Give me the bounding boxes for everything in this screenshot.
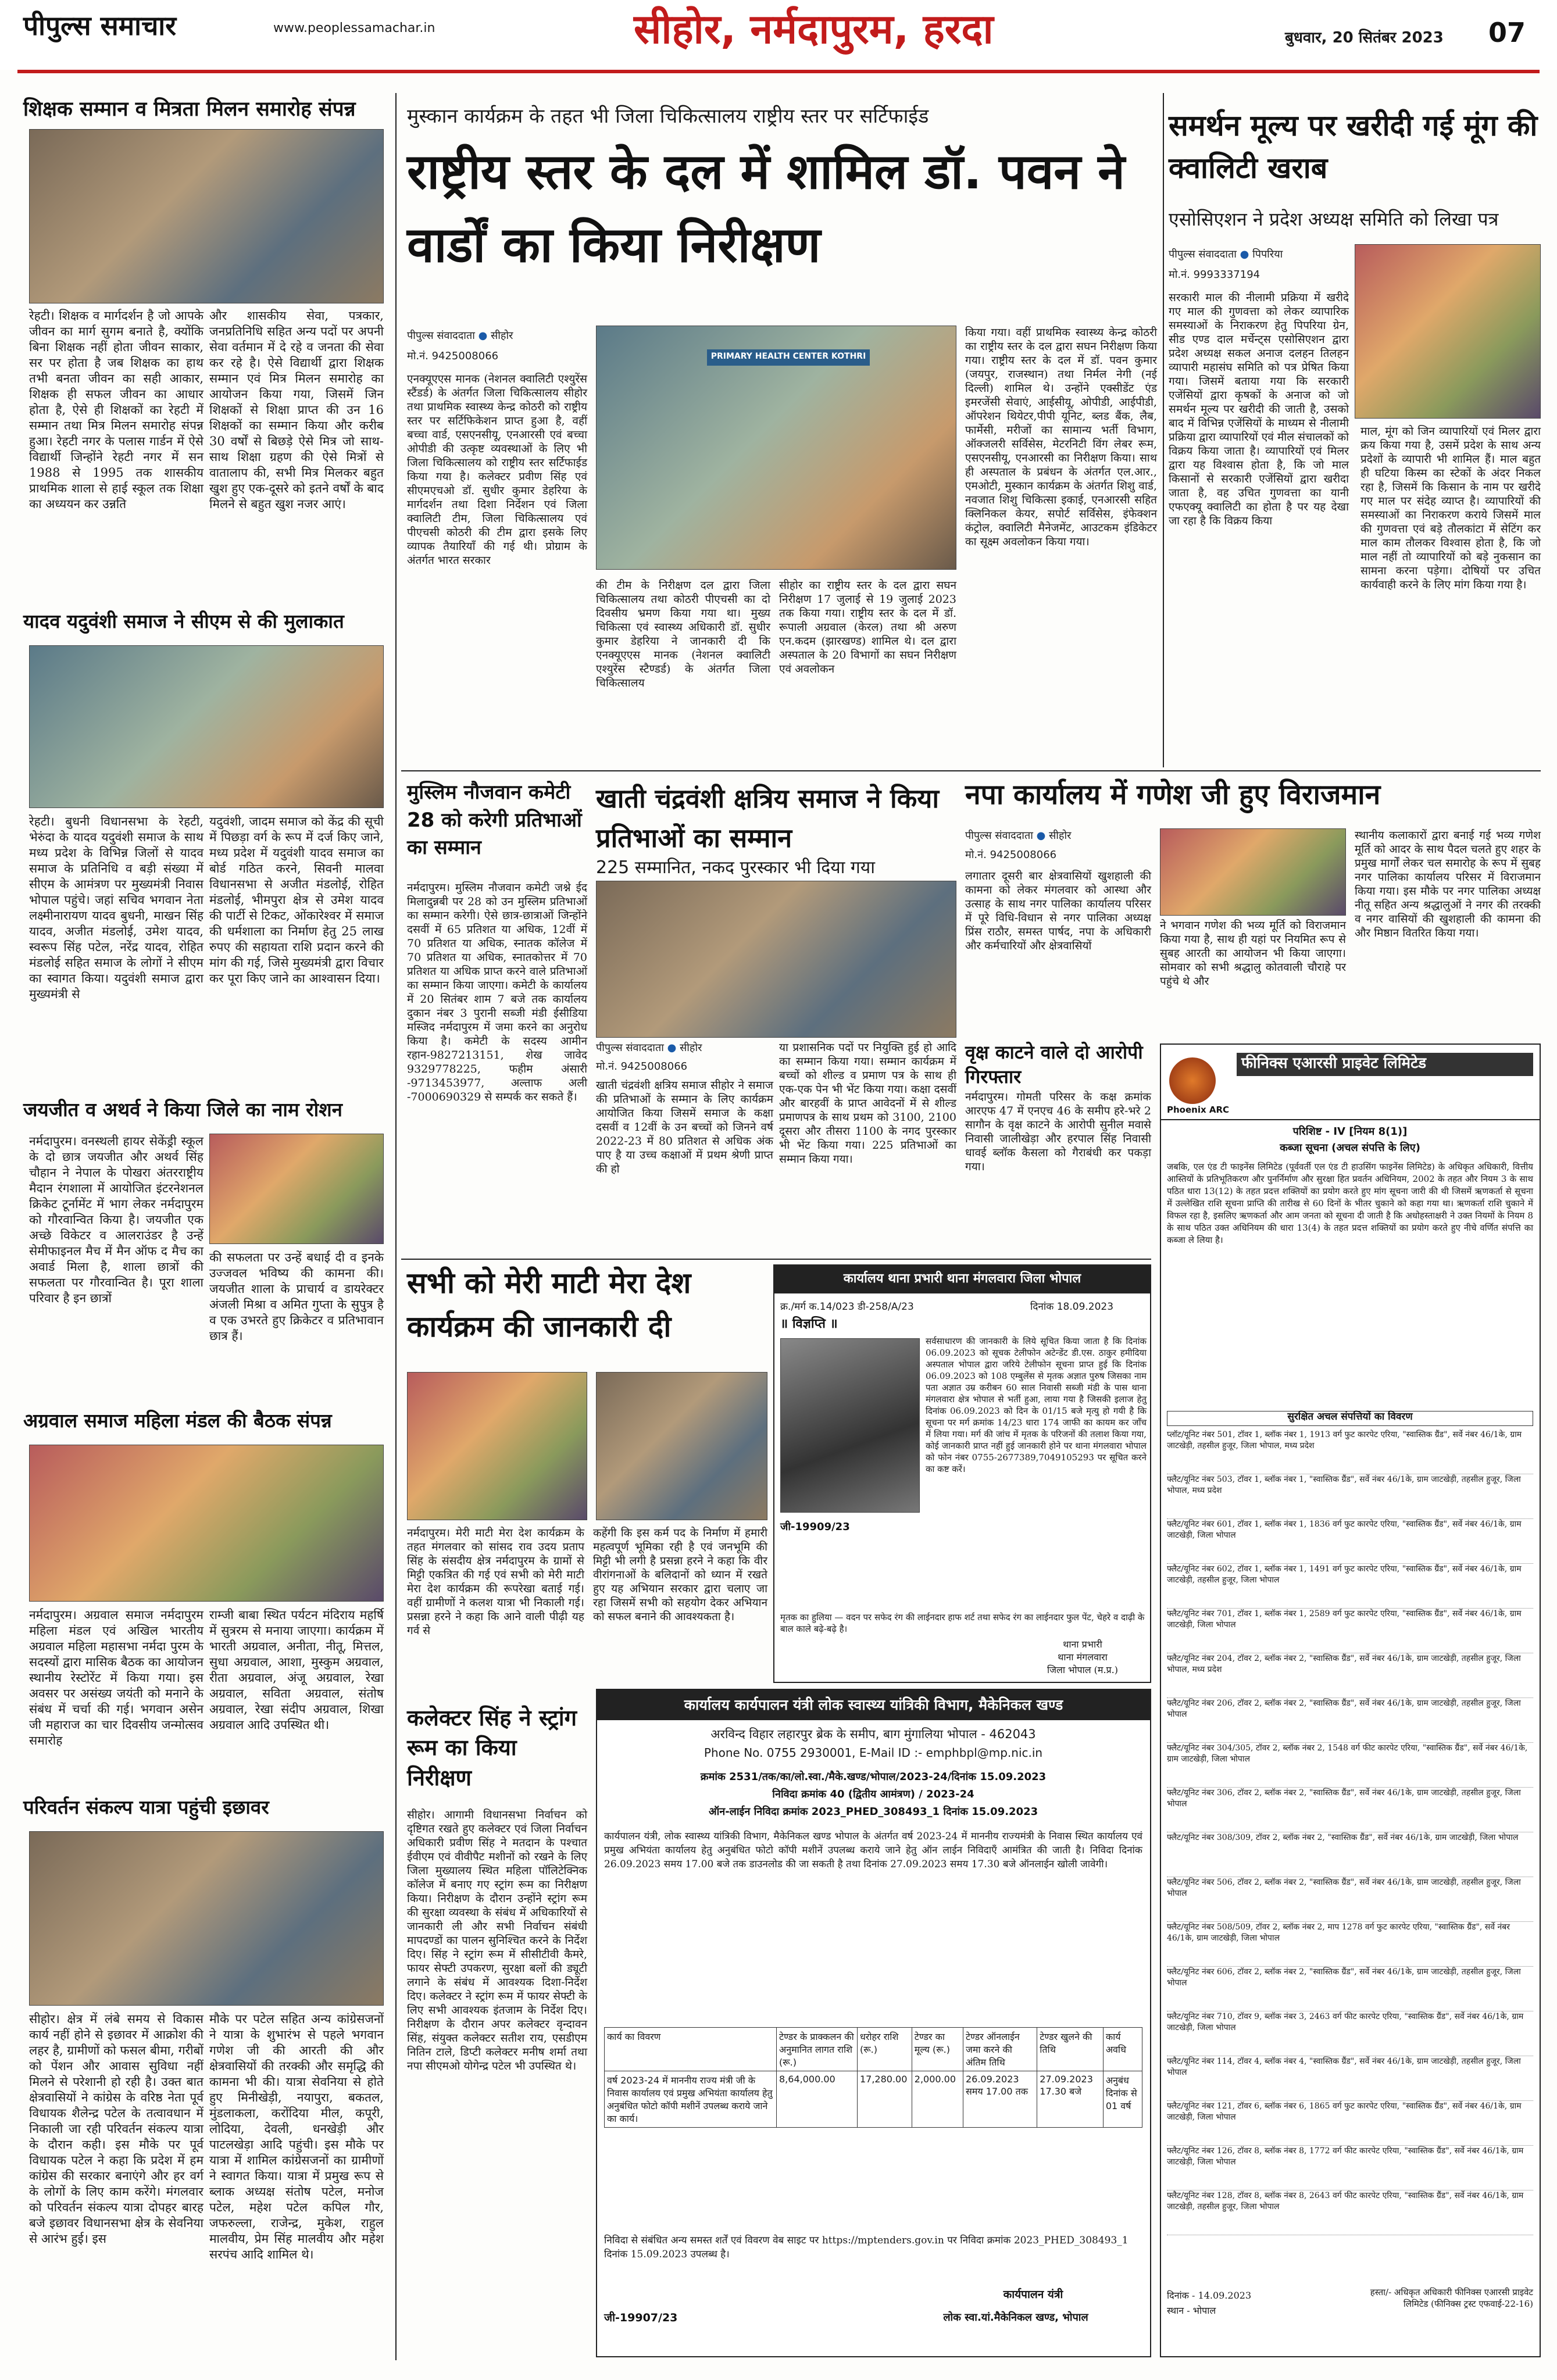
col-divider-1 bbox=[395, 93, 397, 2360]
tree-body: नर्मदापुरम। गोमती परिसर के कक्ष क्रमांक आरएफ 47 में एनएच 46 के समीप हरे-भरे 2 सागौन के वृक्ष काटने के आरोपी सुनील मवासे निवासी जालीखेड़ा और हरपाल सिंह निवासी धावई ब्लॉक कैसला को गैराबंधी कर पकड़ा गया। bbox=[965, 1091, 1151, 1173]
police-notice bbox=[773, 1264, 1151, 1683]
table-row bbox=[605, 2028, 1142, 2071]
police-deceased-photo bbox=[780, 1338, 920, 1513]
police-gcode: जी-19909/23 bbox=[780, 1521, 850, 1533]
phoenix-schedule-title: सुरक्षित अचल संपत्तियों का विवरण bbox=[1167, 1411, 1533, 1426]
yadav-headline: यादव यदुवंशी समाज ने सीएम से की मुलाकात bbox=[23, 610, 344, 632]
ganesh-photo bbox=[1160, 828, 1346, 916]
bullet-icon: ● bbox=[1240, 248, 1249, 260]
tender-footer: निविदा से संबंधित अन्य समस्त शर्तें एवं विवरण वेब साइट पर https://mptenders.gov.in पर निविदा क्रमांक 2023_PHED_308493_1 दिनांक 15.09.2023 उपलब्ध है। bbox=[604, 2235, 1129, 2260]
khati-headline: खाती चंद्रवंशी क्षत्रिय समाज ने किया प्रतिभाओं का सम्मान bbox=[596, 783, 940, 853]
agrawal-body-a: नर्मदापुरम। अग्रवाल समाज नर्मदापुरम महिला मंडल एवं अखिल भारतीय अग्रवाल महिला महासभा नर्मदा पुरम के सदस्यों द्वारा मासिक बैठक का आयोजन स्थानीय रेस्टोरेंट में किया गया। इस अवसर पर असंख्य जयंती को मनाने के संबंध में चर्चा की गई। भगवान असेन जी महाराज का चार दिवसीय जन्मोत्सव समारोह bbox=[29, 1608, 203, 1748]
khati-body-a: खाती चंद्रवंशी क्षत्रिय समाज सीहोर ने समाज की प्रतिभाओं के सम्मान के लिए कार्यक्रम आयोजित किया जिसमें समाज के कक्षा दसवीं व 12वीं के उन बच्चों को जिनने वर्ष 2022-23 में 80 प्रतिशत से अधिक अंक पाए है या उच्च कक्षाओं में प्रथम श्रेणी प्राप्त की हो bbox=[596, 1079, 773, 1175]
meri-body-b: कहेंगी कि इस कर्म पद के निर्माण में हमारी महत्वपूर्ण भूमिका रही है एवं जनभूमि की मिट्टी भी लगी है प्रसन्ना हरने ने कहा कि वीर वीरांगनाओं के बलिदानों को ध्यान में रखते हुए यह अभियान सरकार द्वारा चलाए जा रहा जिसमें सभी को सहयोग देकर अभियान को सफल बनाने की आवश्यकता है। bbox=[593, 1527, 767, 1623]
teacher-body-a: रेहटी। शिक्षक व मार्गदर्शन है जो आपके जीवन का मार्ग सुगम बनाते है, क्योंकि बिना शिक्षक नहीं होता जीवन साकार, सर पर होता है जब शिक्षक का हाथ तभी बनता जीवन का सही आकार, शिक्षक ही सफल जीवन का आधार होता है, ऐसे ही शिक्षकों का रेहटी में सम्मान तथा मित्र मिलन समारोह संपन्न हुआ। रेहटी नगर के पलास गार्डन में ऐसे विद्यार्थी जिन्होंने रेहटी नगर में सन 1988 से 1995 तक शासकीय प्राथमिक शाला से हाई स्कूल तक शिक्षा का अध्ययन कर उन्नति bbox=[29, 309, 203, 511]
moong-photo bbox=[1355, 244, 1541, 419]
table-cell: 2,000.00 bbox=[912, 2071, 963, 2128]
tender-sign-2: लोक स्वा.यां.मैकेनिकल खण्ड, भोपाल bbox=[943, 2311, 1088, 2324]
lead-byline bbox=[407, 328, 587, 346]
agrawal-body-b: राम्जी बाबा स्थित पर्यटन मंदिराय महर्षि में सुत्ररम से मनाया जाएगा। कार्यक्रम में भारती अग्रवाल, अनीता, नीतू, मित्तल, सुधा अग्रवाल, आशा, मुस्कुम अग्रवाल, रीता अग्रवाल, अंजू अग्रवाल, रेखा अग्रवाल, सविता अग्रवाल, संतोष अग्रवाल, रेखा संदीप अग्रवाल, शिखा अग्रवाल आदि उपस्थित थी। bbox=[209, 1608, 384, 1732]
parivartan-photo bbox=[29, 1831, 384, 2006]
yadav-body-b: यदुवंशी, जादम समाज को केंद्र की सूची में पिछड़ा वर्ग के रूप में दर्ज किए जाने, मध्य प्रदेश में यदुवंशी यादव समाज का बोर्ड गठित करने, सिवनी मालवा विधानसभा से अजीत मंडलोई, रोहित मंडलोई, भीमपुरा क्षेत्र से उमेश यादव की पार्टी से टिकट, ओंकारेश्वर में समाज की धर्मशाला का निर्माण हेतु 25 लाख रुपए की सहायता राशि प्रदान करने की मांग की गई, जिसे मुख्यमंत्री द्वारा विचार कर पूरा किए जाने का आश्वासन दिया। bbox=[209, 814, 384, 985]
parivartan-body-a: सीहोर। क्षेत्र में लंबे समय से विकास कार्य नहीं होने से इछावर में आक्रोश की लहर है, ग्रामीणों को फसल बीमा, गरीबों को पेंशन और आवास सुविधा नहीं मिलने से परेशानी हो रही है। उक्त बात क्षेत्रवासियों ने कांग्रेस के वरिष्ठ नेता पूर्व विधायक शैलेन्द्र पटेल के तत्वावधान में निकाली जा रही परिवर्तन संकल्प यात्रा के दौरान कही। इस मौके पर पूर्व विधायक पटेल ने कहा कि प्रदेश में हम कांग्रेस की सरकार बनाएंगे और हर वर्ग के लोगों के लिए काम करेंगे। मंगलवार को परिवर्तन संकल्प यात्रा दोपहर बारह बजे इछावर विधानसभा क्षेत्र के सेवनिया से आरंभ हुई। इस bbox=[29, 2012, 203, 2246]
table-header-cell: कार्य अवधि bbox=[1103, 2028, 1142, 2071]
tender-notice bbox=[596, 1689, 1151, 2357]
ganesh-byline bbox=[965, 828, 1151, 845]
muslim-headline: मुस्लिम नौजवान कमेटी 28 को करेगी प्रतिभाओं का सम्मान bbox=[407, 781, 582, 860]
list-item: फ्लैट/यूनिट नंबर 503, टॉवर 1, ब्लॉक नंबर 1, "स्वास्तिक ग्रैंड", सर्वे नंबर 46/1के, ग्राम जाटखेड़ी, तहसील हुजूर, जिला भोपाल, मध्य प्रदेश bbox=[1167, 1474, 1533, 1519]
phoenix-date: दिनांक - 14.09.2023 bbox=[1167, 2290, 1252, 2301]
phoenix-company: फीनिक्स एआरसी प्राइवेट लिमिटेड bbox=[1237, 1053, 1533, 1076]
khati-byline-name: पीपुल्स संवाददाता bbox=[596, 1042, 664, 1054]
moong-mobile: मो.नं. 9993337194 bbox=[1169, 269, 1260, 281]
tender-body: कार्यपालन यंत्री, लोक स्वास्थ्य यांत्रिकी विभाग, मैकेनिकल खण्ड भोपाल के अंतर्गत वर्ष 2023-24 में माननीय राज्यमंत्री के निवास स्थित कार्यालय एवं प्रमुख अभियंता कार्यालय हेतु अनुबंधित फोटो कॉपी मशीनें उपलब्ध कराये जाने हेतु ऑन लाईन निविदाएँ आमंत्रित की जाती है। निविदा दिनांक 26.09.2023 समय 17.00 बजे तक डाउनलोड की जा सकती है तथा दिनांक 27.09.2023 समय 17.30 बजे ऑनलाईन खोली जावेगी। bbox=[604, 1831, 1142, 1870]
tender-title: कार्यालय कार्यपालन यंत्री लोक स्वास्थ्य यांत्रिकी विभाग, मैकेनिकल खण्ड bbox=[597, 1690, 1150, 1720]
list-item: फ्लैट/यूनिट नंबर 508/509, टॉवर 2, ब्लॉक नंबर 2, माप 1278 वर्ग फुट कारपेट एरिया, "स्वास्तिक ग्रैंड", सर्वे नंबर 46/1के, ग्राम जाटखेड़ी, जिला भोपाल bbox=[1167, 1922, 1533, 1967]
bullet-icon: ● bbox=[667, 1042, 677, 1054]
table-header-cell: कार्य का विवरण bbox=[605, 2028, 777, 2071]
lead-byline-place: सीहोर bbox=[491, 330, 513, 342]
list-item: फ्लैट/यूनिट नंबर 606, टॉवर 2, ब्लॉक नंबर 2, "स्वास्तिक ग्रैंड", सर्वे नंबर 46/1के, ग्राम जाटखेड़ी, तहसील हुजूर, जिला भोपाल bbox=[1167, 1967, 1533, 2011]
lead-body-4: किया गया। वहीं प्राथमिक स्वास्थ्य केन्द्र कोठरी का राष्ट्रीय स्तर के दल द्वारा सघन निरीक्षण किया गया। राष्ट्रीय स्तर के दल में डॉ. पवन कुमार (जयपुर, राजस्थान) तथा निर्मल नेगी (नई दिल्ली) शामिल थे। उन्होंने एक्सीडेंट एंड इमरजेंसी सेवाएं, आईसीयू, ओपीडी, आईपीडी, ऑपरेशन थियेटर,पीपी यूनिट, ब्लड बैंक, लैब, फार्मेसी, मरीजों का सामान्य भर्ती विभाग, ऑक्जलरी सर्विसेस, मेटरनिटी विंग लेबर रूम, एसएनसीयू, एनआरसी का निरीक्षण किया। साथ ही अस्पताल के प्रबंधन के अंतर्गत एल.आर., एमओटी, मुस्कान कार्यक्रम के अंतर्गत शिशु वार्ड, नवजात शिशु चिकित्सा इकाई, एनआरसी सहित क्लिनिकल केयर, सपोर्ट सर्विसेस, इंफेक्शन कंट्रोल, क्वालिटी मैनेजमेंट, आउटकम इंडिकेटर का सूक्ष्म अवलोकन किया गया। bbox=[965, 326, 1157, 548]
ganesh-body-main: लगातार दूसरी बार क्षेत्रवासियों खुशहाली की कामना को लेकर मंगलवार को आस्था और उत्साह के साथ नगर पालिका कार्यालय परिसर में पूरे विधि-विधान से नगर पालिका अध्यक्ष प्रिंस राठौर, समस्त पार्षद, नपा के अधिकारी और कर्मचारियों और क्षेत्रवासियों bbox=[965, 870, 1151, 952]
ganesh-body-b: स्थानीय कलाकारों द्वारा बनाई गई भव्य गणेश मूर्ति को आदर के साथ पैदल चलते हुए शहर के प्रमुख मार्गों लेकर चल समारोह के रूप में सुबह नगर पालिका कार्यालय परिसर में विराजमान किया गया। इस मौके पर नगर पालिका अध्यक्ष नीतू सहित अन्य श्रद्धालुओं ने नगर की तरक्की व नगर वासियों की खुशहाली की कामना की और मिष्ठान वितरित किया गया। bbox=[1355, 829, 1541, 939]
parivartan-headline: परिवर्तन संकल्प यात्रा पहुंची इछावर bbox=[23, 1796, 269, 1818]
tree-headline: वृक्ष काटने वाले दो आरोपी गिरफ्तार bbox=[965, 1041, 1143, 1088]
collector-headline: कलेक्टर सिंह ने स्ट्रांग रूम का किया निरीक्षण bbox=[407, 1705, 577, 1791]
tender-table-wrap bbox=[604, 2027, 1142, 2225]
meri-body-a: नर्मदापुरम। मेरी माटी मेरा देश कार्यक्रम के तहत मंगलवार को सांसद राव उदय प्रताप सिंह के संसदीय क्षेत्र नर्मदापुरम के ग्रामों से मिट्टी एकत्रित की गई एवं सभी को मेरी माटी मेरा देश कार्यक्रम की रूपरेखा बताई गई। वहीं ग्रामीणों ने कलश यात्रा भी निकाली गई। प्रसन्ना हरने ने कहा कि आने वाली पीढ़ी यह गर्व से bbox=[407, 1527, 584, 1637]
list-item: फ्लैट/यूनिट नंबर 206, टॉवर 2, ब्लॉक नंबर 2, "स्वास्तिक ग्रैंड", सर्वे नंबर 46/1के, ग्राम जाटखेड़ी, तहसील हुजूर, जिला भोपाल bbox=[1167, 1698, 1533, 1743]
logo[interactable]: पीपुल्स समाचार bbox=[23, 10, 177, 41]
list-item: फ्लैट/यूनिट नंबर 601, टॉवर 1, ब्लॉक नंबर 1, 1836 वर्ग फुट कारपेट एरिया, "स्वास्तिक ग्रैंड", सर्वे नंबर 46/1के, ग्राम जाटखेड़ी, जिला भोपाल bbox=[1167, 1519, 1533, 1564]
lead-headline: राष्ट्रीय स्तर के दल में शामिल डॉ. पवन ने वार्डों का किया निरीक्षण bbox=[407, 143, 1125, 273]
meri-photo bbox=[407, 1372, 587, 1520]
masthead bbox=[0, 0, 1557, 70]
list-item: प्लॉट/यूनिट नंबर 501, टॉवर 1, ब्लॉक नंबर 1, 1913 वर्ग फुट कारपेट एरिया, "स्वास्तिक ग्रैंड", सर्वे नंबर 46/1के, ग्राम जाटखेड़ी, तहसील हुजूर, जिला भोपाल, मध्य प्रदेश bbox=[1167, 1430, 1533, 1474]
teacher-photo bbox=[29, 129, 384, 303]
ganesh-byline-place: सीहोर bbox=[1049, 830, 1072, 842]
teacher-headline: शिक्षक सम्मान व मित्रता मिलन समारोह संपन्न bbox=[23, 98, 356, 121]
list-item: फ्लैट/यूनिट नंबर 126, टॉवर 8, ब्लॉक नंबर 8, 1772 वर्ग फीट कारपेट एरिया, "स्वास्तिक ग्रैंड", सर्वे नंबर 46/1के, ग्राम जाटखेड़ी, जिला भोपाल bbox=[1167, 2146, 1533, 2190]
phoenix-ad bbox=[1160, 1044, 1541, 2357]
tender-line2: निविदा क्रमांक 40 (द्वितीय आमंत्रण) / 2023-24 bbox=[772, 1788, 974, 1800]
lead-body-3: सीहोर का राष्ट्रीय स्तर के दल द्वारा सघन निरीक्षण 17 जुलाई से 19 जुलाई 2023 तक किया गया। राष्ट्रीय स्तर के दल में डॉ. रूपाली अग्रवाल (केरल) तथा श्री अरुण एन.कदम (झारखण्ड) शामिल थे। दल द्वारा अस्पताल के 20 विभागों का सघन निरीक्षण एवं अवलोकन bbox=[779, 579, 956, 676]
ganesh-mobile: मो.नं. 9425008066 bbox=[965, 849, 1057, 861]
table-cell: 26.09.2023 समय 17.00 तक bbox=[963, 2071, 1037, 2128]
meri-headline: सभी को मेरी माटी मेरा देश कार्यक्रम की जानकारी दी bbox=[407, 1266, 691, 1343]
table-header-cell: धरोहर राशि (रू.) bbox=[857, 2028, 912, 2071]
phoenix-header bbox=[1161, 1045, 1540, 1120]
jayjeet-headline: जयजीत व अथर्व ने किया जिले का नाम रोशन bbox=[23, 1098, 342, 1121]
lead-kicker: मुस्कान कार्यक्रम के तहत भी जिला चिकित्सालय राष्ट्रीय स्तर पर सर्टिफाईड bbox=[407, 105, 929, 128]
jayjeet-body-b: की सफलता पर उन्हें बधाई दी व इनके उज्जवल भविष्य की कामना की। जयजीत शाला के प्राचार्य व डायरेक्टर अंजली मिश्रा व अमित गुप्ता के सुपुत्र है व एक उभरते हुए क्रिकेटर व प्रतिभावान छात्र हैं। bbox=[209, 1250, 384, 1343]
tender-ref: क्रमांक 2531/तक/का/लो.स्वा./मैके.खण्ड/भोपाल/2023-24/दिनांक 15.09.2023 bbox=[700, 1771, 1047, 1783]
phoenix-place: स्थान - भोपाल bbox=[1167, 2305, 1216, 2316]
list-item: फ्लैट/यूनिट नंबर 602, टॉवर 1, ब्लॉक नंबर 1, 1491 वर्ग फुट कारपेट एरिया, "स्वास्तिक ग्रैंड", सर्वे नंबर 46/1के, ग्राम जाटखेड़ी, तहसील हुजूर, जिला भोपाल bbox=[1167, 1564, 1533, 1609]
tender-gcode: जी-19907/23 bbox=[604, 2311, 678, 2324]
ganesh-body-a: ने भगवान गणेश की भव्य मूर्ति को विराजमान किया गया है, साथ ही यहां पर नियमित रूप से सुबह आरती का आयोजन भी किया जाएगा। सोमवार को सभी श्रद्धालु कोतवाली चौराहे पर पहुंचे थे और bbox=[1160, 919, 1346, 988]
list-item: फ्लैट/यूनिट नंबर 304/305, टॉवर 2, ब्लॉक नंबर 2, 1548 वर्ग फीट कारपेट एरिया, "स्वास्तिक ग्रैंड", सर्वे नंबर 46/1के, ग्राम जाटखेड़ी, जिला भोपाल bbox=[1167, 1743, 1533, 1788]
list-item: फ्लैट/यूनिट नंबर 121, टॉवर 6, ब्लॉक नंबर 6, 1865 वर्ग फुट कारपेट एरिया, "स्वास्तिक ग्रैंड", सर्वे नंबर 46/1के, ग्राम जाटखेड़ी, जिला भोपाल bbox=[1167, 2101, 1533, 2146]
list-item: फ्लैट/यूनिट नंबर 701, टॉवर 1, ब्लॉक नंबर 1, 2589 वर्ग फुट कारपेट एरिया, "स्वास्तिक ग्रैंड", सर्वे नंबर 46/1के, ग्राम जाटखेड़ी, जिला भोपाल bbox=[1167, 1609, 1533, 1653]
table-header-cell: टेण्डर ऑनलाईन जमा करने की अंतिम तिथि bbox=[963, 2028, 1037, 2071]
lead-photo bbox=[596, 326, 956, 570]
police-body: सर्वसाधारण की जानकारी के लिये सूचित किया जाता है कि दिनांक 06.09.2023 को सूचक टेलीफोन अटेन्डेंट डी.एस. ठाकुर हमीदिया अस्पताल भोपाल द्वारा जरिये टेलीफोन सूचना प्राप्त हुई कि दिनांक 06.09.2023 को 108 एम्बुलेंस से मृतक अज्ञात पुरुष जिसका नाम पता अज्ञात उम्र करीबन 60 साल निवासी सब्जी मंडी के पास थाना मंगलवारा क्षेत्र भोपाल से भर्ती हुआ, लाया गया है जिसकी इलाज हेतु दिनांक 06.09.2023 को दिन के 01/15 बजे मृत्यु हो गयी है कि सूचना पर मर्ग क्रमांक 14/23 धारा 174 जाफी का कायम कर जाँच में लिया गया। मर्ग की जांच में मृतक के परिजनों की तलाश किया गया, कोई जानकारी प्राप्त नहीं हुई जानकारी होने पर थाना मंगलवारा भोपाल को फोन नंबर 0755-2677389,7049105293 पर सूचित करने का कष्ट करें। bbox=[926, 1336, 1147, 1474]
police-notice-title: कार्यालय थाना प्रभारी थाना मंगलवारा जिला भोपाल bbox=[774, 1266, 1150, 1293]
police-sign-2: थाना मंगलवारा bbox=[1058, 1652, 1108, 1663]
list-item: फ्लैट/यूनिट नंबर 114, टॉवर 4, ब्लॉक नंबर 4, "स्वास्तिक ग्रैंड", सर्वे नंबर 46/1के, ग्राम जाटखेड़ी, तहसील हुजूर, जिला भोपाल bbox=[1167, 2056, 1533, 2101]
phoenix-schedule bbox=[1167, 1430, 1533, 2272]
collector-body-a: सीहोर। आगामी विधानसभा निर्वाचन को दृष्टिगत रखते हुए कलेक्टर एवं जिला निर्वाचन अधिकारी प्रवीण सिंह ने मतदान के पश्चात ईवीएम एवं वीवीपैट मशीनों को रखने के लिए जिला मुख्यालय स्थित महिला पॉलिटेक्निक कॉलेज में बनाए गए स्ट्रांग रूम का निरीक्षण किया। निरीक्षण के दौरान उन्होंने स्ट्रांग रूम की सुरक्षा व्यवस्था के संबंध में अधिकारियों से जानकारी ली और सभी निर्वाचन संबंधी मापदण्डों का पालन सुनिश्चित करने के निर्देश दिए। सिंह ने स्ट्रांग रूम में सीसीटीवी कैमरे, फायर सेफ्टी उपकरण, सुरक्षा बलों की ड्यूटी लगाने के संबंध में आवश्यक दिशा-निर्देश दिए। कलेक्टर ने स्ट्रांग रूम में फायर सेफ्टी के लिए सभी आवश्यक इंतजाम के निर्देश दिए। निरीक्षण के दौरान अपर कलेक्टर वृन्दावन सिंह, संयुक्त कलेक्टर सतीश राय, एसडीएम नितिन टाले, डिप्टी कलेक्टर मनीष शर्मा तथा नपा सीएमओ योगेन्द्र पटेल भी उपस्थित थे। bbox=[407, 1809, 587, 2072]
muslim-body: नर्मदापुरम। मुस्लिम नौजवान कमेटी जश्ने ईद मिलादुन्नबी पर 28 को उन मुस्लिम प्रतिभाओं का सम्मान करेगी। ऐसे छात्र-छात्राओं जिन्होंने दसवीं में 65 प्रतिशत या अधिक, 12वीं में 70 प्रतिशत या अधिक, स्नातक कॉलेज में 70 प्रतिशत या अधिक, स्नातकोत्तर में 70 प्रतिशत या अधिक प्राप्त करने वाले प्रतिभाओं का सम्मान किया जाएगा। कमेटी के कार्यालय में 20 सितंबर शाम 7 बजे तक कार्यालय दुकान नंबर 3 पुरानी सब्जी मंडी ईसीडिया मस्जिद नर्मदापुरम में जमा करने का अनुरोध किया है। कमेटी के सदस्य आमीन रहान-9827213151, शेख जावेद 9329778225, फहीम अंसारी -9713453977, अल्ताफ अली -7000690329 से सम्पर्क कर सकते हैं। bbox=[407, 881, 587, 1103]
moong-body-a: सरकारी माल की नीलामी प्रक्रिया में खरीदे गए माल की गुणवत्ता को लेकर व्यापारिक समस्याओं के निराकरण हेतु पिपरिया ग्रेन, सीड एण्ड दाल मर्चेन्ट्स एसोसिएशन द्वारा प्रदेश अध्यक्ष सकल अनाज दलहन तिलहन व्यापारी महासंघ समिति को पत्र प्रेषित किया गया। जिसमें बताया गया कि सरकारी एजेंसियों द्वारा कृषकों के अनाज को जो समर्थन मूल्य पर खरीदी की जाती है, उसको बाद में विभिन्न एजेंसियों के माध्यम से नीलामी प्रक्रिया द्वारा व्यापारियों एवं मील संचालकों को विक्रय किया जाता है। व्यापारियों एवं मिलर द्वारा यह विश्वास होता है, कि जो माल किसानों से सरकारी एजेंसियों द्वारा खरीदा जाता है, वह उचित गुणवत्ता का यानी एफएक्यू क्वालिटी का होता है पर यह देखा जा रहा है कि विक्रय किया bbox=[1169, 291, 1349, 527]
agrawal-headline: अग्रवाल समाज महिला मंडल की बैठक संपन्न bbox=[23, 1409, 332, 1432]
khati-byline bbox=[596, 1041, 776, 1057]
tender-table bbox=[604, 2027, 1142, 2128]
khati-byline-place: सीहोर bbox=[680, 1042, 702, 1054]
tender-line3: ऑन-लाईन निविदा क्रमांक 2023_PHED_308493_1 दिनांक 15.09.2023 bbox=[708, 1806, 1038, 1818]
ganesh-byline-name: पीपुल्स संवाददाता bbox=[965, 830, 1033, 842]
page-number: 07 bbox=[1488, 17, 1526, 48]
table-cell: 27.09.2023 17.30 बजे bbox=[1037, 2071, 1104, 2128]
ganesh-headline: नपा कार्यालय में गणेश जी हुए विराजमान bbox=[965, 778, 1381, 811]
teacher-body-b: और शासकीय सेवा, पत्रकार, जनप्रतिनिधि सहित अन्य पदों पर अपनी सेवा वर्तमान में दे रहे व जनता की सेवा कर रहे है। ऐसे विद्यार्थी द्वारा शिक्षक सम्मान एवं मित्र मिलन समारोह का आयोजन किया गया, जिसमें जिन शिक्षकों से शिक्षा प्राप्त की उन 16 शिक्षकों का सम्मान किया और करीब 30 वर्षों से बिछड़े ऐसे मित्र जो साथ-साथ शिक्षा ग्रहण की ऐसे मित्रों से वातालाप की, सभी मित्र मिलकर बहुत खुश हुए एक-दूसरे को इतने वर्षों के बाद मिलने से बहुत खुश नजर आएं। bbox=[209, 309, 384, 511]
table-cell: 8,64,000.00 bbox=[777, 2071, 858, 2128]
table-cell: वर्ष 2023-24 में माननीय राज्य मंत्री जी के निवास कार्यालय एवं प्रमुख अभियंता कार्यालय हेतु अनुबंधित फोटो कॉपी मशीनें उपलब्ध कराये जाने का कार्य। bbox=[605, 2071, 777, 2128]
website[interactable]: www.peoplessamachar.in bbox=[273, 21, 435, 35]
masthead-rule bbox=[17, 70, 1540, 73]
meri-photo-2 bbox=[596, 1372, 767, 1520]
list-item: फ्लैट/यूनिट नंबर 204, टॉवर 2, ब्लॉक नंबर 2, "स्वास्तिक ग्रैंड", सर्वे नंबर 46/1के, ग्राम जाटखेड़ी, तहसील हुजूर, जिला भोपाल, मध्य प्रदेश bbox=[1167, 1653, 1533, 1698]
moong-byline-name: पीपुल्स संवाददाता bbox=[1169, 248, 1237, 260]
moong-kicker: एसोसिएशन ने प्रदेश अध्यक्ष समिति को लिखा पत्र bbox=[1169, 208, 1499, 230]
table-header-cell: टेण्डर खुलने की तिथि bbox=[1037, 2028, 1104, 2071]
list-item: फ्लैट/यूनिट नंबर 308/309, टॉवर 2, ब्लॉक नंबर 2, "स्वास्तिक ग्रैंड", सर्वे नंबर 46/1के, ग्राम जाटखेड़ी, जिला भोपाल bbox=[1167, 1832, 1533, 1877]
lead-mobile: मो.नं. 9425008066 bbox=[407, 350, 499, 362]
tender-sign: कार्यपालन यंत्री bbox=[1003, 2288, 1063, 2301]
table-header-cell: टेण्डर के प्राक्कलन की अनुमानित लागत राशि (रू.) bbox=[777, 2028, 858, 2071]
khati-mobile: मो.नं. 9425008066 bbox=[596, 1060, 688, 1073]
yadav-photo bbox=[29, 645, 384, 808]
table-row bbox=[605, 2071, 1142, 2128]
tender-addr: अरविन्द विहार लहारपुर ब्रेक के समीप, बाग मुंगालिया भोपाल - 462043 bbox=[710, 1727, 1036, 1741]
khati-kicker: 225 सम्मानित, नकद पुरस्कार भी दिया गया bbox=[596, 857, 875, 878]
police-sign-3: जिला भोपाल (म.प्र.) bbox=[1047, 1664, 1118, 1675]
jayjeet-body-a: नर्मदापुरम। वनस्थली हायर सेकेंड्री स्कूल के दो छात्र जयजीत और अथर्व सिंह चौहान ने नेपाल के पोखरा अंतरराष्ट्रीय मैदान रंगशाला में आयोजित इंटरनेशनल क्रिकेट टूर्नामेंट में भाग लेकर नर्मदापुरम को गौरवान्वित किया है। जयजीत एक अच्छे विकेटर व आलराउंडर है उन्हें सेमीफाइनल मैच में मैन ऑफ द मैच का अवार्ड मिला है, शाला छात्रों की सफलता पर गौरवान्वित है। पूरा शाला परिवार है इन छात्रों bbox=[29, 1134, 203, 1305]
list-item: फ्लैट/यूनिट नंबर 128, टॉवर 8, ब्लॉक नंबर 8, 2643 वर्ग फीट कारपेट एरिया, "स्वास्तिक ग्रैंड", सर्वे नंबर 46/1के, ग्राम जाटखेड़ी, तहसील हुजूर, जिला भोपाल bbox=[1167, 2190, 1533, 2235]
jayjeet-photo bbox=[209, 1134, 384, 1244]
yadav-body-a: रेहटी। बुधनी विधानसभा के रेहटी, भेरुंदा के यादव यदुवंशी समाज के साथ मध्य प्रदेश के विभिन्न जिलों से यादव समाज के प्रतिनिधि व बड़ी संख्या में सीएम के आमंत्रण पर मुख्यमंत्री निवास भोपाल पहुंचे। जहां सचिव भगवान नेता लक्ष्मीनारायण यादव बुधनी, माखन सिंह यादव, अजीत मंडलोई, उमेश यादव, स्वरूप सिंह पटेल, नरेंद्र यादव, रोहित मंडलोई सहित समाज के लोगों ने सीएम का स्वागत किया। यदुवंशी समाज द्वारा मुख्यमंत्री से bbox=[29, 814, 203, 1001]
phoenix-notice-type: कब्जा सूचना (अचल संपत्ति के लिए) bbox=[1280, 1142, 1420, 1154]
list-item: फ्लैट/यूनिट नंबर 710, टॉवर 9, ब्लॉक नंबर 3, 2463 वर्ग फीट कारपेट एरिया, "स्वास्तिक ग्रैंड", सर्वे नंबर 46/1के, ग्राम जाटखेड़ी, जिला भोपाल bbox=[1167, 2011, 1533, 2056]
list-item: फ्लैट/यूनिट नंबर 506, टॉवर 2, ब्लॉक नंबर 2, "स्वास्तिक ग्रैंड", सर्वे नंबर 46/1के, ग्राम जाटखेड़ी, तहसील हुजूर, जिला भोपाल bbox=[1167, 1877, 1533, 1922]
lead-body-1: एनक्यूएएस मानक (नेशनल क्वालिटी एश्युरेंस स्टैंडर्ड) के अंतर्गत जिला चिकित्सालय सीहोर तथा प्राथमिक स्वास्थ्य केन्द्र कोठरी को राष्ट्रीय स्तर पर सर्टिफिकेशन प्राप्त हुआ है, वहीं बच्चा वार्ड, एसएनसीयू, एनआरसी एवं बच्चा ओपीडी की उत्कृष्ट व्यवस्थाओं के लिए भी जिला चिकित्सालय को राष्ट्रीय स्तर सर्टिफाईड किया गया है। कलेक्टर प्रवीण सिंह एवं सीएमएचओ डॉ. सुधीर कुमार डेहरिया के मार्गदर्शन तथा दिशा निर्देशन एवं जिला क्वालिटी टीम, जिला चिकित्सालय एवं पीएचसी कोठरी की टीम द्वारा इसके लिए व्यापक तैयारियाँ की गई थी। प्रोग्राम के अंतर्गत भारत सरकार bbox=[407, 373, 587, 567]
table-cell: 17,280.00 bbox=[857, 2071, 912, 2128]
phoenix-sign: हस्ता/- अधिकृत अधिकारी फीनिक्स एआरसी प्राइवेट लिमिटेड (फीनिक्स ट्रस्ट एफवाई-22-16) bbox=[1370, 2287, 1533, 2309]
table-header-cell: टेण्डर का मूल्य (रू.) bbox=[912, 2028, 963, 2071]
tender-phone: Phone No. 0755 2930001, E-Mail ID :- emphbpl@mp.nic.in bbox=[703, 1746, 1043, 1760]
list-item: फ्लैट/यूनिट नंबर 306, टॉवर 2, ब्लॉक नंबर 2, "स्वास्तिक ग्रैंड", सर्वे नंबर 46/1के, ग्राम जाटखेड़ी, तहसील हुजूर, जिला भोपाल bbox=[1167, 1788, 1533, 1832]
police-vigyapti: ॥ विज्ञप्ति ॥ bbox=[780, 1317, 838, 1331]
phoenix-body: जबकि, एल एंड टी फाइनेंस लिमिटेड (पूर्ववर्ती एल एंड टी हाउसिंग फाइनेंस लिमिटेड) के अधिकृत अधिकारी, वित्तीय आस्तियों के प्रतिभूतिकरण और पुनर्निर्माण और सुरक्षा हित प्रवर्तन अधिनियम, 2002 के तहत और नियम 3 के साथ पठित धारा 13(12) के तहत प्रदत्त शक्तियों का प्रयोग करते हुए मांग सूचना जारी की थी जिसमें ऋणकर्ता से सूचना में उल्लेखित राशि सूचना प्राप्ति की तारीख से 60 दिनों के भीतर चुकाने को कहा गया था। ऋणकर्ता राशि चुकाने में विफल रहा है, इसलिए ऋणकर्ता और आम जनता को सूचना दी जाती है कि अधोहस्ताक्षरी ने उक्त नियमों के नियम 8 के साथ पठित उक्त अधिनियम की धारा 13(4) के तहत प्रदत्त शक्तियों का प्रयोग करते हुए नीचे वर्णित संपत्ति का कब्जा ले लिया है। bbox=[1167, 1162, 1533, 1245]
lead-body-2: की टीम के निरीक्षण दल द्वारा जिला चिकित्सालय तथा कोठरी पीएचसी का दो दिवसीय भ्रमण किया गया था। मुख्य चिकित्सा एवं स्वास्थ्य अधिकारी डॉ. सुधीर कुमार डेहरिया ने जानकारी दी कि एनक्यूएएस मानक (नेशनल क्वालिटी एश्युरेंस स्टैण्डर्ड) के अंतर्गत जिला चिकित्सालय bbox=[596, 579, 770, 689]
police-date: दिनांक 18.09.2023 bbox=[1030, 1301, 1114, 1313]
parivartan-body-b: मौके पर पटेल सहित अन्य कांग्रेसजनों ने यात्रा के शुभारंभ से पहले भगवान गणेश जी की आरती की और क्षेत्रवासियों की तरक्की और समृद्धि की कामना भी की। यात्रा सेवनिया से होते हुए मिनीखेड़ी, नयापुरा, बकतल, मुंडलाकला, करोंदिया मील, कपूरी, लोदिया, देवली, धनखेड़ी और पाटलखेड़ा आदि पहुंची। इस मौके पर यात्रा में शामिल कांग्रेसजनों का ग्रामीणों ने स्वागत किया। यात्रा में प्रमुख रूप से ब्लाक अध्यक्ष संतोष पटेल, मनोज पटेल, महेश पटेल कपिल गौर, जफरुल्ला, राजेन्द्र, मुकेश, राहुल मालवीय, प्रेम सिंह मालवीय और महेश सरपंच आदि शामिल थे। bbox=[209, 2012, 384, 2261]
phoenix-brand: Phoenix ARC bbox=[1167, 1105, 1230, 1115]
moong-headline: समर्थन मूल्य पर खरीदी गई मूंग की क्वालिटी खराब bbox=[1169, 109, 1538, 185]
police-ref: क्र./मर्ग क.14/023 डी-258/A/23 bbox=[780, 1301, 914, 1313]
police-identity: मृतक का हुलिया — वदन पर सफेद रंग की लाईनदार हाफ शर्ट तथा सफेद रंग का लाईनदार फुल पेंट, चेहरे व दाढ़ी के बाल काले बढ़े-बढ़े है। bbox=[780, 1612, 1145, 1634]
lead-photo-sign: PRIMARY HEALTH CENTER KOTHRI bbox=[707, 349, 870, 366]
moong-byline bbox=[1169, 247, 1349, 265]
bullet-icon: ● bbox=[478, 330, 488, 342]
date: बुधवार, 20 सितंबर 2023 bbox=[1285, 29, 1444, 47]
phoenix-appendix: परिशिष्ट - IV [नियम 8(1)] bbox=[1292, 1125, 1408, 1138]
lead-byline-name: पीपुल्स संवाददाता bbox=[407, 330, 475, 342]
h-divider-2 bbox=[401, 1259, 1151, 1260]
khati-body-b: या प्रशासनिक पदों पर नियुक्ति हुई हो आदि का सम्मान किया गया। सम्मान कार्यक्रम में बच्चों को शील्ड व प्रमाण पत्र के साथ ही एक-एक पेन भी भेंट किया गया। कक्षा दसवीं और बारहवीं के प्राप्त आवेदनों में से शील्ड प्रमाणपत्र के साथ प्रथम को 3100, 2100 दूसरा और तीसरा 1100 के नगद पुरस्कार भी भेंट किया गया। 225 प्रतिभाओं का सम्मान किया गया। bbox=[779, 1041, 956, 1166]
col-divider-2 bbox=[1163, 93, 1164, 767]
h-divider-1 bbox=[401, 770, 1541, 771]
khati-photo bbox=[596, 881, 956, 1038]
table-cell: अनुबंध दिनांक से 01 वर्ष bbox=[1103, 2071, 1142, 2128]
region-title: सीहोर, नर्मदापुरम, हरदा bbox=[634, 5, 994, 53]
phoenix-logo-icon bbox=[1169, 1057, 1216, 1104]
police-sign-1: थाना प्रभारी bbox=[1063, 1639, 1102, 1650]
bullet-icon: ● bbox=[1036, 830, 1046, 842]
agrawal-photo bbox=[29, 1445, 384, 1602]
moong-body-b: माल, मूंग को जिन व्यापारियों एवं मिलर द्वारा क्रय किया गया है, उसमें प्रदेश के साथ अन्य प्रदेशों के व्यापारी भी शामिल हैं। माल बहुत ही घटिया किस्म का स्टेकों के अंदर निकल रहा है, जिसमें कि किसान के नाम पर खरीदे गए माल पर संदेह व्याप्त है। व्यापारियों की समस्याओं का निराकरण कराये जिसमें माल की गुणवत्ता एवं बड़े तौलकांटा में सेटिंग कर माल काम तौलकर विश्वास होता है, कि जो माल नहीं तो व्यापारियों को बड़े नुकसान का सामना करना पड़ेगा। दोषियों पर उचित कार्यवाही करने के लिए मांग किया गया है। bbox=[1360, 425, 1541, 591]
moong-byline-place: पिपरिया bbox=[1252, 248, 1283, 260]
